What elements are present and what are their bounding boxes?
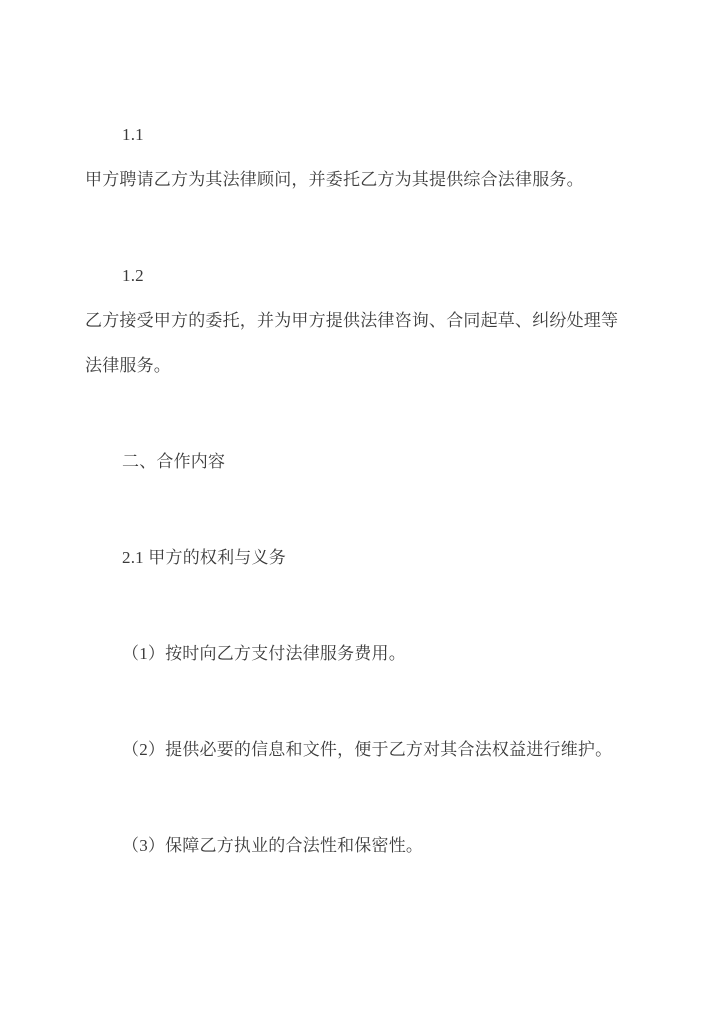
list-item-3: （3）保障乙方执业的合法性和保密性。: [122, 836, 424, 855]
section-heading-2: 二、合作内容: [122, 452, 226, 471]
sub-heading-2-1: 2.1 甲方的权利与义务: [122, 548, 286, 567]
list-item-1: （1）按时向乙方支付法律服务费用。: [122, 644, 406, 663]
clause-body-1-1: 甲方聘请乙方为其法律顾问，并委托乙方为其提供综合法律服务。: [85, 170, 584, 189]
list-item-2: （2）提供必要的信息和文件，便于乙方对其合法权益进行维护。: [122, 740, 613, 759]
clause-body-1-2: 乙方接受甲方的委托，并为甲方提供法律咨询、合同起草、纠纷处理等法律服务。: [85, 311, 619, 375]
clause-number-1-2: 1.2: [122, 266, 144, 285]
clause-number-1-1: 1.1: [122, 125, 144, 144]
